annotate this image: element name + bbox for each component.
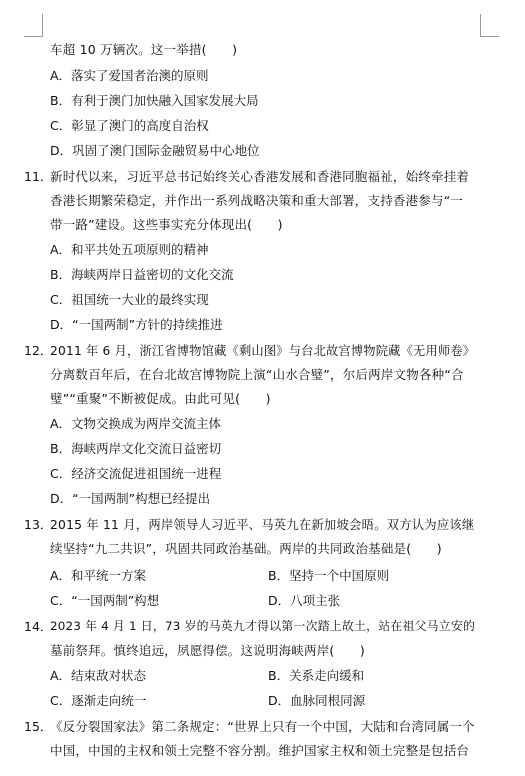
q10-option-c[interactable]: C．彰显了澳门的高度自治权 [50,118,209,133]
q12-stem-line-3: 璧”“重聚”不断被促成。由此可见( ) [50,391,271,406]
q12-stem-line-1: 2011 年 6 月，浙江省博物馆藏《剩山图》与台北故宫博物院藏《无用师卷》 [50,344,476,358]
q12-stem-line-2: 分离数百年后，在台北故宫博物院上演“山水合璧”，尔后两岸文物各种“合 [50,367,464,382]
page-corner-mark-left [24,14,43,37]
q13-option-a[interactable]: A．和平统一方案 [50,568,147,583]
q10-option-d[interactable]: D．巩固了澳门国际金融贸易中心地位 [50,143,260,158]
q14-number: 14． [24,619,53,634]
q10-option-a[interactable]: A．落实了爱国者治澳的原则 [50,68,209,83]
q11-stem-line-2: 香港长期繁荣稳定，并作出一系列战略决策和重大部署，支持香港参与“一 [50,193,464,208]
q10-option-b[interactable]: B．有利于澳门加快融入国家发展大局 [50,93,259,108]
q13-stem-line-2: 续坚持“九二共识”，巩固共同政治基础。两岸的共同政治基础是( ) [50,541,442,556]
q12-number: 12． [24,343,53,358]
q15-number: 15． [24,719,53,734]
q14-stem-line-1: 2023 年 4 月 1 日，73 岁的马英九才得以第一次踏上故土，站在祖父马立安的 [50,619,476,633]
q11-stem-line-1: 新时代以来，习近平总书记始终关心香港发展和香港同胞福祉，始终牵挂着 [50,169,470,184]
q15-stem-line-1: 《反分裂国家法》第二条规定：“世界上只有一个中国，大陆和台湾同属一个 [50,719,475,734]
q13-option-d[interactable]: D．八项主张 [268,593,341,608]
q12-option-a[interactable]: A．文物交换成为两岸交流主体 [50,416,222,431]
q11-option-a[interactable]: A．和平共处五项原则的精神 [50,242,209,257]
q12-option-c[interactable]: C．经济交流促进祖国统一进程 [50,466,222,481]
q14-option-d[interactable]: D．血脉同根同源 [268,693,366,708]
q13-stem-line-1: 2015 年 11 月，两岸领导人习近平、马英九在新加坡会晤。双方认为应该继 [50,518,475,532]
q10-stem-tail: 车超 10 万辆次。这一举措( ) [50,42,238,57]
q12-option-b[interactable]: B．海峡两岸文化交流日益密切 [50,441,222,456]
page-corner-mark-right [480,14,499,37]
q11-option-c[interactable]: C．祖国统一大业的最终实现 [50,292,209,307]
q11-option-d[interactable]: D．“一国两制”方针的持续推进 [50,317,223,332]
q14-option-c[interactable]: C．逐渐走向统一 [50,693,147,708]
q14-option-a[interactable]: A．结束敌对状态 [50,668,147,683]
q13-number: 13． [24,517,53,532]
q11-option-b[interactable]: B．海峡两岸日益密切的文化交流 [50,267,234,282]
q11-stem-line-3: 带一路”建设。这些事实充分体现出( ) [50,217,283,232]
q14-stem-line-2: 墓前祭拜。慎终追远，夙愿得偿。这说明海峡两岸( ) [50,643,365,658]
q11-number: 11． [24,169,53,184]
q13-option-b[interactable]: B．坚持一个中国原则 [268,568,390,583]
q13-option-c[interactable]: C．“一国两制”构想 [50,593,160,608]
q15-stem-line-2: 中国，中国的主权和领土完整不容分割。维护国家主权和领土完整是包括台 [50,743,470,758]
q12-option-d[interactable]: D．“一国两制”构想已经提出 [50,491,211,506]
q14-option-b[interactable]: B．关系走向缓和 [268,668,365,683]
